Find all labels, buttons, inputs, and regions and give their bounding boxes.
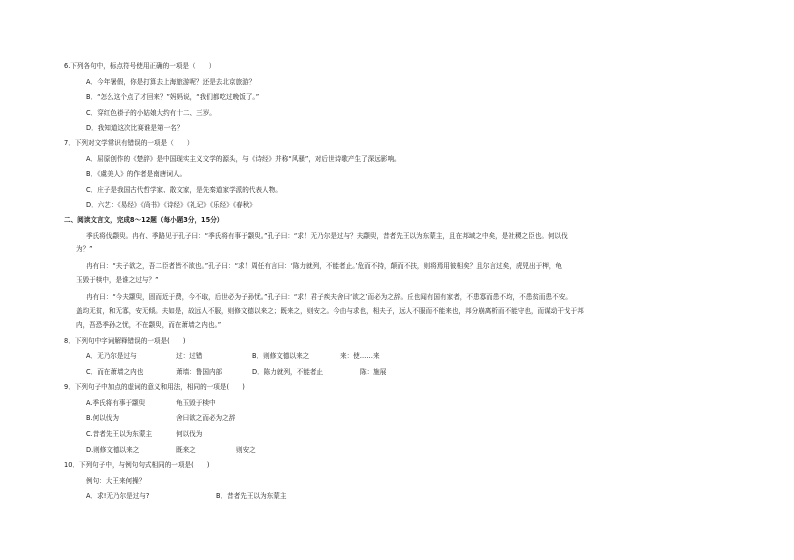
passage-p1-line1: 季氏将伐颛臾。冉有、季路见于孔子曰：“季氏将有事于颛臾。”孔子曰：“求！无乃尔是过与？夫颛臾，昔者先王以为东蒙主，且在邦域之中矣，是社稷之臣也。何以伐 [86,232,568,240]
q10-example: 例句：大王来何操？ [86,477,146,485]
passage-p1-line2: 为？” [76,245,93,253]
q10-option-a: A．求!无乃尔是过与? [86,492,150,500]
q8-option-b-gloss: 来：使……来 [340,352,380,360]
q9-option-d-pair: 既来之 [176,446,196,454]
q9-option-d-pair-2: 则安之 [236,446,256,454]
q9-option-c-pair: 何以伐为 [176,430,203,438]
q9-stem: 9．下列句子中加点的虚词的意义和用法，相同的一项是( ) [64,383,245,391]
q6-option-c: C．穿红色褂子的小姑娘大约有十二、三岁。 [86,109,216,117]
q9-option-c: C.昔者先王以为东蒙主 [86,430,153,438]
q7-option-b: B．《虞美人》的作者是南唐词人。 [86,170,187,178]
q8-option-d-gloss: 陈：施展 [360,368,387,376]
q7-option-d: D．六艺：《易经》《尚书》《诗经》《礼记》《乐经》《春秋》 [86,201,256,209]
q6-option-d: D．我知道这次比赛谁是第一名？ [86,124,184,132]
q9-option-a-pair: 龟玉毁于椟中 [176,399,216,407]
q9-option-b-pair: 舍曰欲之而必为之辞 [176,414,236,422]
q9-option-b: B.何以伐为 [86,414,119,422]
q6-option-b: B．“怎么这个点了才回来？”妈妈说，“我们都吃过晚饭了。” [86,93,260,101]
passage-p3-line1: 冉有曰：“今夫颛臾，固而近于费，今不取，后世必为子孙忧。”孔子曰：“求！君子疾夫舍曰‘欲之’而必为之辞。丘也闻有国有家者，不患寡而患不均，不患贫而患不安。 [86,293,572,301]
q8-option-a: A．无乃尔是过与 [86,352,137,360]
q8-option-b: B．则修文德以来之 [252,352,310,360]
q6-option-a: A．今年暑假，你是打算去上海旅游呢？还是去北京旅游？ [86,78,256,86]
q7-option-a: A．屈原创作的《楚辞》是中国现实主义文学的源头，与《诗经》并称“风骚”，对后世诗歌产生了深远影响。 [86,155,401,163]
passage-p3-line2: 盖均无贫，和无寡，安无倾。夫如是，故远人不服，则修文德以来之；既来之，则安之。今由与求也，相夫子，远人不服而不能来也，邦分崩离析而不能守也，而谋动干戈于邦 [76,307,584,315]
q6-stem: 6.下列各句中，标点符号使用正确的一项是（ ） [64,62,216,70]
q7-stem: 7．下列对文学常识有错误的一项是（ ） [64,139,194,147]
section-heading: 二、阅读文言文，完成8～12题（每小题3分，15分） [64,216,224,224]
q8-option-c-gloss: 萧墙：鲁国内部 [176,368,223,376]
passage-p3-line3: 内，吾恐季孙之忧，不在颛臾，而在萧墙之内也。” [76,321,222,329]
passage-p2-line1: 冉有曰：“夫子欲之，吾二臣者皆不欲也。”孔子曰：“求！周任有言曰：‘陈力就列，不能者止。’危而不持，颠而不扶，则将焉用彼相矣？且尔言过矣，虎兕出于柙，龟 [86,262,562,270]
q7-option-c: C．庄子是我国古代哲学家、散文家，是先秦道家学派的代表人物。 [86,186,282,194]
q9-option-a: A.季氏将有事于颛臾 [86,399,146,407]
passage-p2-line2: 玉毁于椟中，是谁之过与？” [76,276,159,284]
q8-option-c: C．而在萧墙之内也 [86,368,144,376]
q8-option-a-gloss: 过：过错 [176,352,203,360]
q8-stem: 8．下列句中字词解释错误的一项是( ) [64,337,186,345]
q10-stem: 10．下列句子中，与例句句式相同的一项是( ) [64,461,210,469]
q8-option-d: D．陈力就列，不能者止 [252,368,324,376]
q10-option-b: B．昔者先王以为东蒙主 [216,492,287,500]
q9-option-d: D.则修文德以来之 [86,446,140,454]
